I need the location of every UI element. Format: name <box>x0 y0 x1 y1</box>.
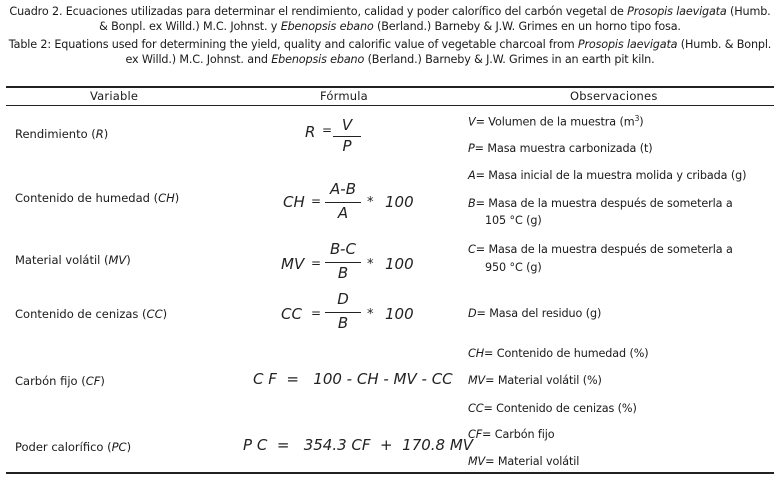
observation-b: B= Masa de la muestra después de someterla a <box>468 197 733 210</box>
observation-mv-2: MV= Material volátil <box>468 455 580 468</box>
formula-poder-calorifico: P C = 354.3 CF + 170.8 MV <box>243 436 474 454</box>
caption-en-mid: (Humb. & Bonpl. ex Willd.) M.C. Johnst. and <box>125 38 772 66</box>
variable-volatil: Material volátil (MV) <box>15 253 131 267</box>
header-observations: Observaciones <box>570 89 658 103</box>
header-formula: Fórmula <box>320 89 368 103</box>
caption-es-mid: (Humb. & Bonpl. ex Willd.) M.C. Johnst. y <box>99 5 771 33</box>
fraction-mv: B-C B <box>325 240 361 286</box>
caption-english <box>6 37 774 67</box>
caption-es-species-1: Prosopis laevigata <box>627 5 727 18</box>
observation-c: C= Masa de la muestra después de someterla a <box>468 243 733 256</box>
fraction-cc: D B <box>325 290 361 336</box>
fraction-r: V P <box>333 116 361 158</box>
caption-spanish <box>6 4 774 34</box>
variable-cenizas: Contenido de cenizas (CC) <box>15 307 168 321</box>
header-variable: Variable <box>90 89 139 103</box>
observation-mv: MV= Material volátil (%) <box>468 374 602 387</box>
table-top-rule <box>6 86 774 88</box>
observation-cc: CC= Contenido de cenizas (%) <box>468 402 637 415</box>
observation-a: A= Masa inicial de la muestra molida y cribada (g) <box>468 169 747 182</box>
variable-poder-calorifico: Poder calorífico (PC) <box>15 440 132 454</box>
caption-en-prefix: Table 2: Equations used for determining the yield, quality and calorific value of vegetable charcoal from <box>8 38 578 51</box>
observation-b-cont: 105 °C (g) <box>485 214 542 227</box>
variable-carbon-fijo: Carbón fijo (CF) <box>15 374 105 388</box>
variable-humedad: Contenido de humedad (CH) <box>15 191 180 205</box>
observation-c-cont: 950 °C (g) <box>485 261 542 274</box>
header-bottom-rule <box>6 105 774 106</box>
caption-es-prefix: Cuadro 2. Ecuaciones utilizadas para determinar el rendimiento, calidad y poder calorífico del carbón vegetal de <box>9 5 628 18</box>
observation-p: P= Masa muestra carbonizada (t) <box>468 142 653 155</box>
fraction-ch: A-B A <box>325 180 361 224</box>
table-bottom-rule <box>6 472 774 474</box>
observation-d: D= Masa del residuo (g) <box>468 307 602 320</box>
caption-es-suffix: (Berland.) Barneby & J.W. Grimes en un horno tipo fosa. <box>373 20 681 33</box>
caption-en-species-2: Ebenopsis ebano <box>271 53 365 66</box>
observation-cf: CF= Carbón fijo <box>468 428 555 441</box>
formula-carbon-fijo: C F = 100 - CH - MV - CC <box>253 370 453 388</box>
caption-en-species-1: Prosopis laevigata <box>577 38 678 51</box>
caption-es-species-2: Ebenopsis ebano <box>280 20 374 33</box>
observation-ch: CH= Contenido de humedad (%) <box>468 347 649 360</box>
variable-rendimiento: Rendimiento (R) <box>15 127 109 141</box>
caption-en-suffix: (Berland.) Barneby & J.W. Grimes in an earth pit kiln. <box>364 53 655 66</box>
observation-v: V= Volumen de la muestra $(m^3)$ <box>468 114 644 129</box>
